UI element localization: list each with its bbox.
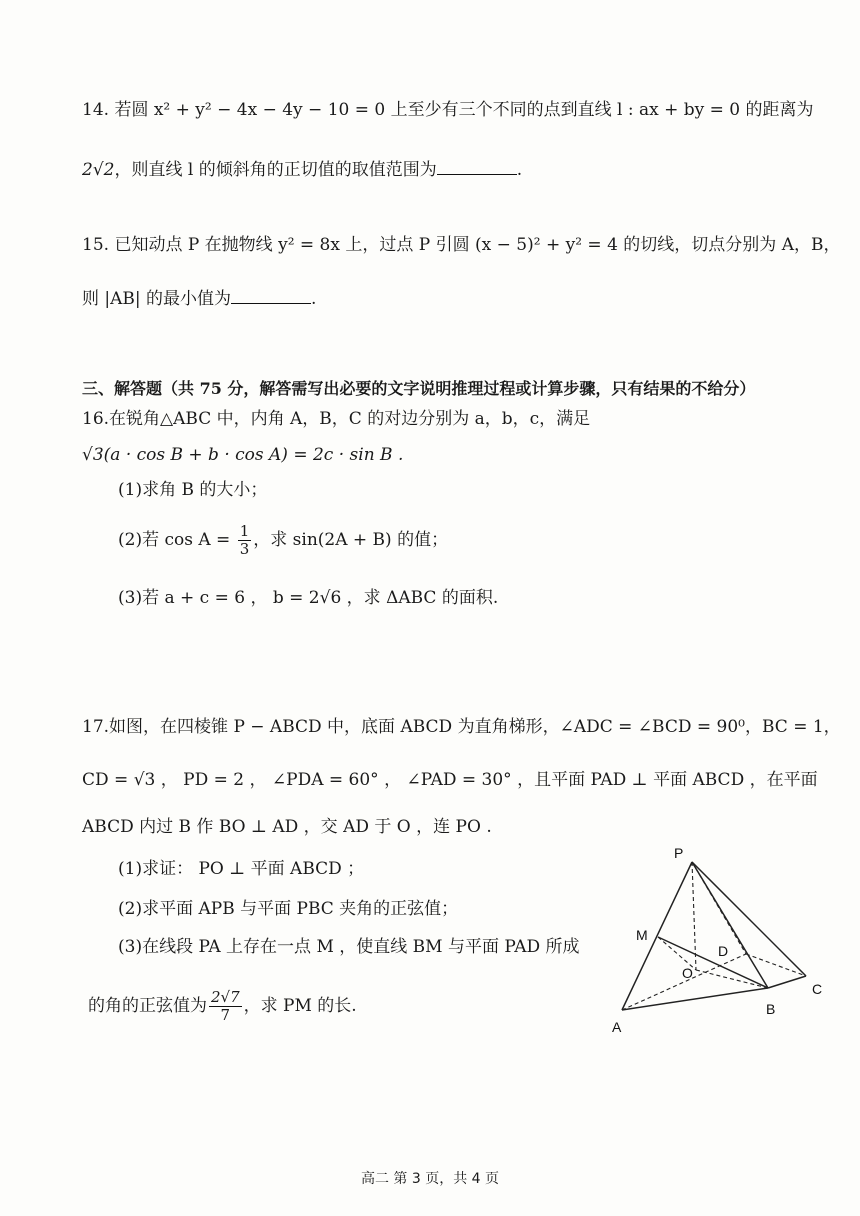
label-D: D	[718, 943, 729, 959]
q14-line1: 14. 若圆 x² + y² − 4x − 4y − 10 = 0 上至少有三个不同的点到直线 l : ax + by = 0 的距离为	[82, 100, 814, 120]
q15-answer-blank[interactable]	[231, 288, 311, 304]
q17-part3b: 的角的正弦值为 $\frac{2√7}{7}$ ，求 PM 的长.	[88, 988, 357, 1024]
q16-part2-fraction: $\frac{1}{3}$	[239, 522, 250, 558]
label-M: M	[636, 927, 648, 943]
q15-line2: 则 |AB| 的最小值为 .	[82, 289, 317, 309]
segment-MB	[658, 937, 768, 988]
edge-AD	[622, 954, 746, 1010]
edge-AB	[622, 988, 768, 1010]
q17-part2: (2)求平面 APB 与平面 PBC 夹角的正弦值；	[118, 899, 459, 919]
q16-part1: (1)求角 B 的大小；	[118, 480, 268, 500]
segment-OB	[696, 970, 768, 988]
q15-line1: 15. 已知动点 P 在抛物线 y² = 8x 上，过点 P 引圆 (x − 5)² + y² = 4 的切线，切点分别为 A，B，	[82, 235, 841, 255]
q14-answer-blank[interactable]	[437, 159, 517, 175]
q17-part3: (3)在线段 PA 上存在一点 M ，使直线 BM 与平面 PAD 所成	[118, 937, 580, 957]
q16-part2: (2)若 cos A = $\frac{1}{3}$ ，求 sin(2A + B) 的值；	[118, 522, 449, 558]
section3-title: 三、解答题（共 75 分，解答需写出必要的文字说明推理过程或计算步骤，只有结果的不给分）	[82, 379, 756, 398]
edge-PC	[692, 862, 806, 976]
q17-line2: CD = √3 ， PD = 2 ， ∠PDA = 60° ， ∠PAD = 30° ，且平面 PAD ⊥ 平面 ABCD ，在平面	[82, 770, 818, 790]
label-P: P	[674, 845, 684, 861]
pyramid-figure	[608, 842, 828, 1042]
q17-line3: ABCD 内过 B 作 BO ⊥ AD ，交 AD 于 O ，连 PO .	[82, 817, 492, 837]
label-C: C	[812, 981, 823, 997]
label-B: B	[766, 1001, 776, 1017]
q16-part3: (3)若 a + c = 6 ， b = 2√6 ，求 ΔABC 的面积.	[118, 588, 499, 608]
page-footer: 高二 第 3 页，共 4 页	[360, 1171, 500, 1187]
q17-line1: 17.如图，在四棱锥 P − ABCD 中，底面 ABCD 为直角梯形，∠ADC = ∠BCD = 90⁰，BC = 1，	[82, 717, 841, 737]
label-O: O	[682, 965, 693, 981]
q16-intro: 16.在锐角△ABC 中，内角 A，B，C 的对边分别为 a，b，c，满足	[82, 409, 591, 429]
q16-condition: √3(a · cos B + b · cos A) = 2c · sin B .	[82, 445, 404, 465]
q17-part3-fraction: $\frac{2√7}{7}$	[211, 988, 240, 1024]
edge-BC	[768, 976, 806, 988]
edge-PA	[622, 862, 692, 1010]
q17-part1: (1)求证： PO ⊥ 平面 ABCD ；	[118, 859, 365, 879]
label-A: A	[612, 1019, 622, 1035]
q14-line2: 2√2，则直线 l 的倾斜角的正切值的取值范围为 .	[82, 160, 523, 180]
